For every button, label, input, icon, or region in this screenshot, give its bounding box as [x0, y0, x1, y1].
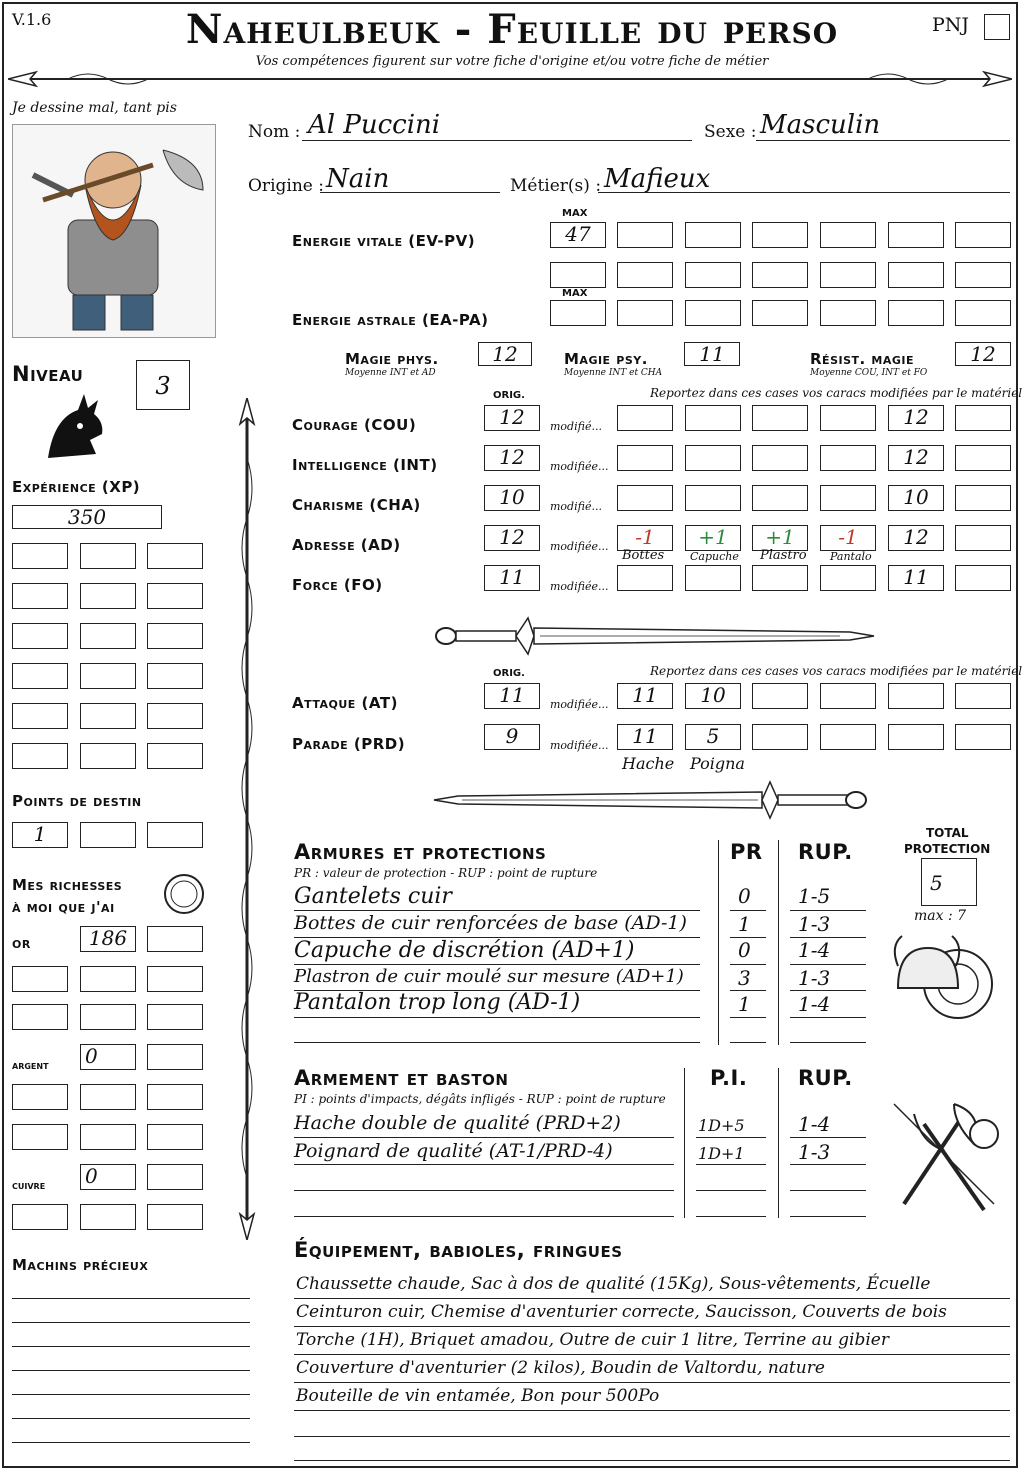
armures-rup-header: RUP.: [798, 840, 853, 864]
combat-orig-label: ORIG.: [493, 668, 525, 679]
portrait-caption: Je dessine mal, tant pis: [12, 100, 177, 116]
ev-track-box[interactable]: [752, 222, 808, 248]
xp-label: Expérience (XP): [12, 478, 141, 496]
resist-magie-hint: Moyenne COU, INT et FO: [810, 368, 928, 378]
cou-label: Courage (COU): [292, 416, 417, 434]
or-box[interactable]: [147, 1004, 203, 1030]
prd-poignard-field[interactable]: 5: [685, 724, 741, 750]
fo-mod-box[interactable]: [617, 565, 673, 591]
or-box[interactable]: [12, 966, 68, 992]
fo-orig-field[interactable]: 11: [484, 565, 540, 591]
ea-track-box[interactable]: [820, 300, 876, 326]
magie-psy-label: Magie psy.: [564, 350, 648, 368]
ev-track-box[interactable]: [888, 222, 944, 248]
ea-track-box[interactable]: [752, 300, 808, 326]
prd-label: Parade (PRD): [292, 735, 406, 753]
prd-mod-box[interactable]: [820, 724, 876, 750]
arme-name[interactable]: Poignard de qualité (AT-1/PRD-4): [294, 1140, 613, 1162]
destin-field[interactable]: 1: [12, 822, 68, 848]
machins-line[interactable]: [12, 1442, 250, 1443]
cou-orig-field[interactable]: 12: [484, 405, 540, 431]
armure-name[interactable]: Bottes de cuir renforcées de base (AD-1): [294, 912, 687, 934]
xp-box[interactable]: [80, 743, 136, 769]
ev-label: Energie vitale (EV-PV): [292, 232, 476, 250]
ev-max-label: MAX: [562, 208, 588, 219]
magie-phys-label: Magie phys.: [345, 350, 439, 368]
cou-mod-box[interactable]: [820, 405, 876, 431]
cha-mod-label: modifié...: [550, 500, 602, 513]
or-label: or: [12, 934, 31, 952]
armement-title: Armement et baston: [294, 1066, 509, 1090]
ad-final-field[interactable]: 12: [888, 525, 944, 551]
ev-max-field[interactable]: 47: [550, 222, 606, 248]
ev-track-box[interactable]: [752, 262, 808, 288]
armure-pr[interactable]: 1: [738, 912, 751, 936]
xp-box[interactable]: [147, 703, 203, 729]
xp-box[interactable]: [80, 623, 136, 649]
armure-rup[interactable]: 1-4: [798, 992, 831, 1016]
cou-final-field[interactable]: 12: [888, 405, 944, 431]
cha-final-field[interactable]: 10: [888, 485, 944, 511]
armures-hint: PR : valeur de protection - RUP : point de rupture: [294, 866, 598, 880]
prd-orig-field[interactable]: 9: [484, 724, 540, 750]
ad-mod-pantalon[interactable]: -1: [820, 525, 876, 551]
ad-mod-plastron[interactable]: +1: [752, 525, 808, 551]
prd-mod-box[interactable]: [888, 724, 944, 750]
equipement-empty-line[interactable]: [294, 1460, 1010, 1461]
armure-name[interactable]: Capuche de discrétion (AD+1): [294, 938, 635, 963]
ea-track-box[interactable]: [617, 300, 673, 326]
prd-mod-box[interactable]: [955, 724, 1011, 750]
cuivre-box[interactable]: [80, 1204, 136, 1230]
cha-label: Charisme (CHA): [292, 496, 421, 514]
xp-box[interactable]: [147, 543, 203, 569]
at-mod-box[interactable]: [752, 683, 808, 709]
ea-max-label: MAX: [562, 288, 588, 299]
magie-phys-field[interactable]: 12: [478, 342, 532, 366]
origine-field[interactable]: Nain: [326, 164, 390, 194]
armures-pr-header: PR: [730, 840, 763, 864]
argent-box[interactable]: [80, 1084, 136, 1110]
argent-box[interactable]: [147, 1044, 203, 1070]
ad-mod-box[interactable]: [955, 525, 1011, 551]
magie-phys-hint: Moyenne INT et AD: [345, 368, 436, 378]
prd-hache-field[interactable]: 11: [617, 724, 673, 750]
int-final-field[interactable]: 12: [888, 445, 944, 471]
xp-box[interactable]: [147, 663, 203, 689]
metier-label: Métier(s) :: [510, 176, 602, 196]
int-mod-box[interactable]: [955, 445, 1011, 471]
or-field[interactable]: 186: [80, 926, 136, 952]
ad-mod-label: modifiée...: [550, 540, 609, 553]
cou-mod-label: modifié...: [550, 420, 602, 433]
arme-name[interactable]: Hache double de qualité (PRD+2): [294, 1112, 621, 1134]
cuivre-label: cuivre: [12, 1178, 46, 1192]
machins-line[interactable]: [12, 1418, 250, 1419]
fo-label: Force (FO): [292, 576, 383, 594]
argent-box[interactable]: [12, 1124, 68, 1150]
arme-rup[interactable]: 1-4: [798, 1112, 831, 1136]
machins-line[interactable]: [12, 1322, 250, 1323]
ea-track-box[interactable]: [888, 300, 944, 326]
prd-mod-box[interactable]: [752, 724, 808, 750]
ev-track-box[interactable]: [685, 222, 741, 248]
portrait-image: [12, 124, 216, 338]
vertical-spear-icon: [232, 398, 262, 1240]
arme-rup[interactable]: 1-3: [798, 1140, 831, 1164]
dwarf-portrait-icon: [13, 125, 215, 337]
xp-box[interactable]: [147, 583, 203, 609]
ev-track-box[interactable]: [617, 222, 673, 248]
cuivre-field[interactable]: 0: [80, 1164, 136, 1190]
ev-track-box[interactable]: [617, 262, 673, 288]
ad-mod-bottes[interactable]: -1: [617, 525, 673, 551]
cuivre-box[interactable]: [147, 1164, 203, 1190]
weapon-note-poignard: Poigna: [690, 754, 745, 773]
ev-track-box[interactable]: [955, 222, 1011, 248]
weapon-note-hache: Hache: [622, 754, 675, 773]
pnj-checkbox[interactable]: [984, 14, 1010, 40]
armement-hint: PI : points d'impacts, dégâts infligés - RUP : point de rupture: [294, 1092, 666, 1106]
xp-box[interactable]: [80, 663, 136, 689]
at-orig-field[interactable]: 11: [484, 683, 540, 709]
total-label-2: PROTECTION: [904, 842, 991, 856]
ea-track-box[interactable]: [685, 300, 741, 326]
crossed-weapons-icon: [884, 1094, 1008, 1218]
cha-mod-box[interactable]: [820, 485, 876, 511]
armure-rup[interactable]: 1-3: [798, 912, 831, 936]
ad-note-pantalon: Pantalo: [830, 550, 872, 563]
ad-note-bottes: Bottes: [622, 548, 665, 563]
armement-pi-header: P.I.: [710, 1066, 748, 1090]
armement-rup-header: RUP.: [798, 1066, 853, 1090]
nom-label: Nom :: [248, 122, 301, 142]
int-mod-box[interactable]: [752, 445, 808, 471]
int-mod-box[interactable]: [617, 445, 673, 471]
armure-rup[interactable]: 1-4: [798, 938, 831, 962]
at-label: Attaque (AT): [292, 694, 398, 712]
armure-pr[interactable]: 0: [738, 938, 751, 962]
metier-field[interactable]: Mafieux: [604, 164, 711, 194]
or-box[interactable]: [80, 966, 136, 992]
ea-max-field[interactable]: [550, 300, 606, 326]
cha-mod-box[interactable]: [955, 485, 1011, 511]
destin-label: Points de destin: [12, 792, 142, 810]
version-label: V.1.6: [12, 10, 52, 29]
prd-mod-label: modifiée...: [550, 739, 609, 752]
ea-track-box[interactable]: [955, 300, 1011, 326]
resist-magie-label: Résist. magie: [810, 350, 915, 368]
coin-icon: [162, 872, 206, 916]
xp-box[interactable]: [80, 703, 136, 729]
ea-label: Energie astrale (EA-PA): [292, 311, 489, 329]
xp-box[interactable]: [80, 543, 136, 569]
armure-pr[interactable]: 3: [738, 966, 751, 990]
sword-icon: [432, 778, 872, 822]
fo-mod-label: modifiée...: [550, 580, 609, 593]
xp-box[interactable]: [12, 743, 68, 769]
cou-mod-box[interactable]: [685, 405, 741, 431]
armure-pr[interactable]: 0: [738, 884, 751, 908]
or-box[interactable]: [12, 1004, 68, 1030]
destin-box[interactable]: [147, 822, 203, 848]
fo-final-field[interactable]: 11: [888, 565, 944, 591]
argent-label: argent: [12, 1058, 49, 1072]
total-protection-field[interactable]: 5: [921, 858, 977, 906]
xp-box[interactable]: [12, 623, 68, 649]
machins-line[interactable]: [12, 1298, 250, 1299]
cuivre-box[interactable]: [12, 1204, 68, 1230]
cha-mod-box[interactable]: [617, 485, 673, 511]
at-hache-field[interactable]: 11: [617, 683, 673, 709]
ad-label: Adresse (AD): [292, 536, 401, 554]
combat-report-hint: Reportez dans ces cases vos caracs modifiées par le matériel: [650, 664, 1023, 678]
richesses-label-2: à moi que j'ai: [12, 898, 115, 916]
pnj-label: PNJ: [932, 14, 970, 36]
argent-box[interactable]: [12, 1084, 68, 1110]
machins-line[interactable]: [12, 1370, 250, 1371]
cou-mod-box[interactable]: [955, 405, 1011, 431]
xp-box[interactable]: [147, 743, 203, 769]
carac-report-hint: Reportez dans ces cases vos caracs modifiées par le matériel: [650, 386, 1023, 400]
equipement-empty-line[interactable]: [294, 1436, 1010, 1437]
armure-name[interactable]: Gantelets cuir: [294, 884, 452, 909]
resist-magie-field[interactable]: 12: [955, 342, 1011, 366]
or-box[interactable]: [80, 1004, 136, 1030]
equipement-line[interactable]: Bouteille de vin entamée, Bon pour 500Po: [296, 1386, 660, 1406]
richesses-label-1: Mes richesses: [12, 876, 123, 894]
niveau-field[interactable]: 3: [136, 360, 190, 410]
int-mod-box[interactable]: [685, 445, 741, 471]
magie-psy-hint: Moyenne INT et CHA: [564, 368, 663, 378]
int-mod-box[interactable]: [820, 445, 876, 471]
armures-title: Armures et protections: [294, 840, 547, 864]
machins-line[interactable]: [12, 1346, 250, 1347]
carac-orig-label: ORIG.: [493, 390, 525, 401]
argent-field[interactable]: 0: [80, 1044, 136, 1070]
armure-rup[interactable]: 1-3: [798, 966, 831, 990]
equipement-line[interactable]: Chaussette chaude, Sac à dos de qualité (15Kg), Sous-vêtements, Écuelle: [296, 1274, 931, 1294]
ev-track-box[interactable]: [685, 262, 741, 288]
at-mod-box[interactable]: [955, 683, 1011, 709]
at-mod-label: modifiée...: [550, 698, 609, 711]
equipement-line[interactable]: Couverture d'aventurier (2 kilos), Boudin de Valtordu, nature: [296, 1358, 825, 1378]
destin-box[interactable]: [80, 822, 136, 848]
cuivre-box[interactable]: [147, 1204, 203, 1230]
sexe-field[interactable]: Masculin: [760, 110, 881, 140]
equipement-title: Équipement, babioles, fringues: [294, 1238, 623, 1262]
xp-box[interactable]: [12, 663, 68, 689]
argent-box[interactable]: [147, 1084, 203, 1110]
cou-mod-box[interactable]: [752, 405, 808, 431]
total-protection-max: max : 7: [914, 908, 967, 924]
ev-track-box[interactable]: [820, 222, 876, 248]
armure-rup[interactable]: 1-5: [798, 884, 831, 908]
cha-mod-box[interactable]: [685, 485, 741, 511]
at-poignard-field[interactable]: 10: [685, 683, 741, 709]
arme-pi[interactable]: 1D+5: [698, 1116, 745, 1135]
sexe-label: Sexe :: [704, 122, 757, 142]
xp-box[interactable]: [147, 623, 203, 649]
cha-mod-box[interactable]: [752, 485, 808, 511]
at-mod-box[interactable]: [888, 683, 944, 709]
armure-name[interactable]: Pantalon trop long (AD-1): [294, 990, 581, 1015]
machins-line[interactable]: [12, 1394, 250, 1395]
ev-track-box[interactable]: [550, 262, 606, 288]
nom-field[interactable]: Al Puccini: [308, 110, 441, 140]
sheet-subtitle: Vos compétences figurent sur votre fiche d'origine et/ou votre fiche de métier: [255, 54, 769, 69]
ad-note-capuche: Capuche: [690, 550, 739, 563]
machins-label: Machins précieux: [12, 1256, 149, 1274]
fo-mod-box[interactable]: [820, 565, 876, 591]
ad-orig-field[interactable]: 12: [484, 525, 540, 551]
argent-box[interactable]: [147, 1124, 203, 1150]
xp-box[interactable]: [80, 583, 136, 609]
fo-mod-box[interactable]: [752, 565, 808, 591]
sheet-title: Naheulbeuk - Feuille du perso: [185, 6, 839, 53]
int-mod-label: modifiée...: [550, 460, 609, 473]
fo-mod-box[interactable]: [685, 565, 741, 591]
dragon-head-icon: [40, 392, 106, 464]
cou-mod-box[interactable]: [617, 405, 673, 431]
ev-track-box[interactable]: [955, 262, 1011, 288]
or-box[interactable]: [147, 926, 203, 952]
spear-divider-icon: [8, 66, 1012, 92]
armure-pr[interactable]: 1: [738, 992, 751, 1016]
ad-mod-capuche[interactable]: +1: [685, 525, 741, 551]
niveau-label: Niveau: [12, 362, 84, 386]
helmet-shield-icon: [888, 928, 1000, 1028]
ev-track-box[interactable]: [888, 262, 944, 288]
magie-psy-field[interactable]: 11: [684, 342, 740, 366]
xp-box[interactable]: [12, 543, 68, 569]
origine-label: Origine :: [248, 176, 324, 196]
ev-track-box[interactable]: [820, 262, 876, 288]
argent-box[interactable]: [80, 1124, 136, 1150]
xp-box[interactable]: [12, 703, 68, 729]
cha-orig-field[interactable]: 10: [484, 485, 540, 511]
ad-note-plastron: Plastro: [760, 548, 807, 563]
sword-icon: [430, 614, 876, 658]
int-orig-field[interactable]: 12: [484, 445, 540, 471]
xp-box[interactable]: [12, 583, 68, 609]
at-mod-box[interactable]: [820, 683, 876, 709]
xp-field[interactable]: 350: [12, 505, 162, 529]
int-label: Intelligence (INT): [292, 456, 438, 474]
fo-mod-box[interactable]: [955, 565, 1011, 591]
total-label-1: TOTAL: [926, 826, 969, 840]
arme-pi[interactable]: 1D+1: [698, 1144, 745, 1163]
equipement-line[interactable]: Torche (1H), Briquet amadou, Outre de cuir 1 litre, Terrine au gibier: [296, 1330, 889, 1350]
armure-name[interactable]: Plastron de cuir moulé sur mesure (AD+1): [294, 966, 684, 987]
or-box[interactable]: [147, 966, 203, 992]
equipement-line[interactable]: Ceinturon cuir, Chemise d'aventurier correcte, Saucisson, Couverts de bois: [296, 1302, 947, 1322]
